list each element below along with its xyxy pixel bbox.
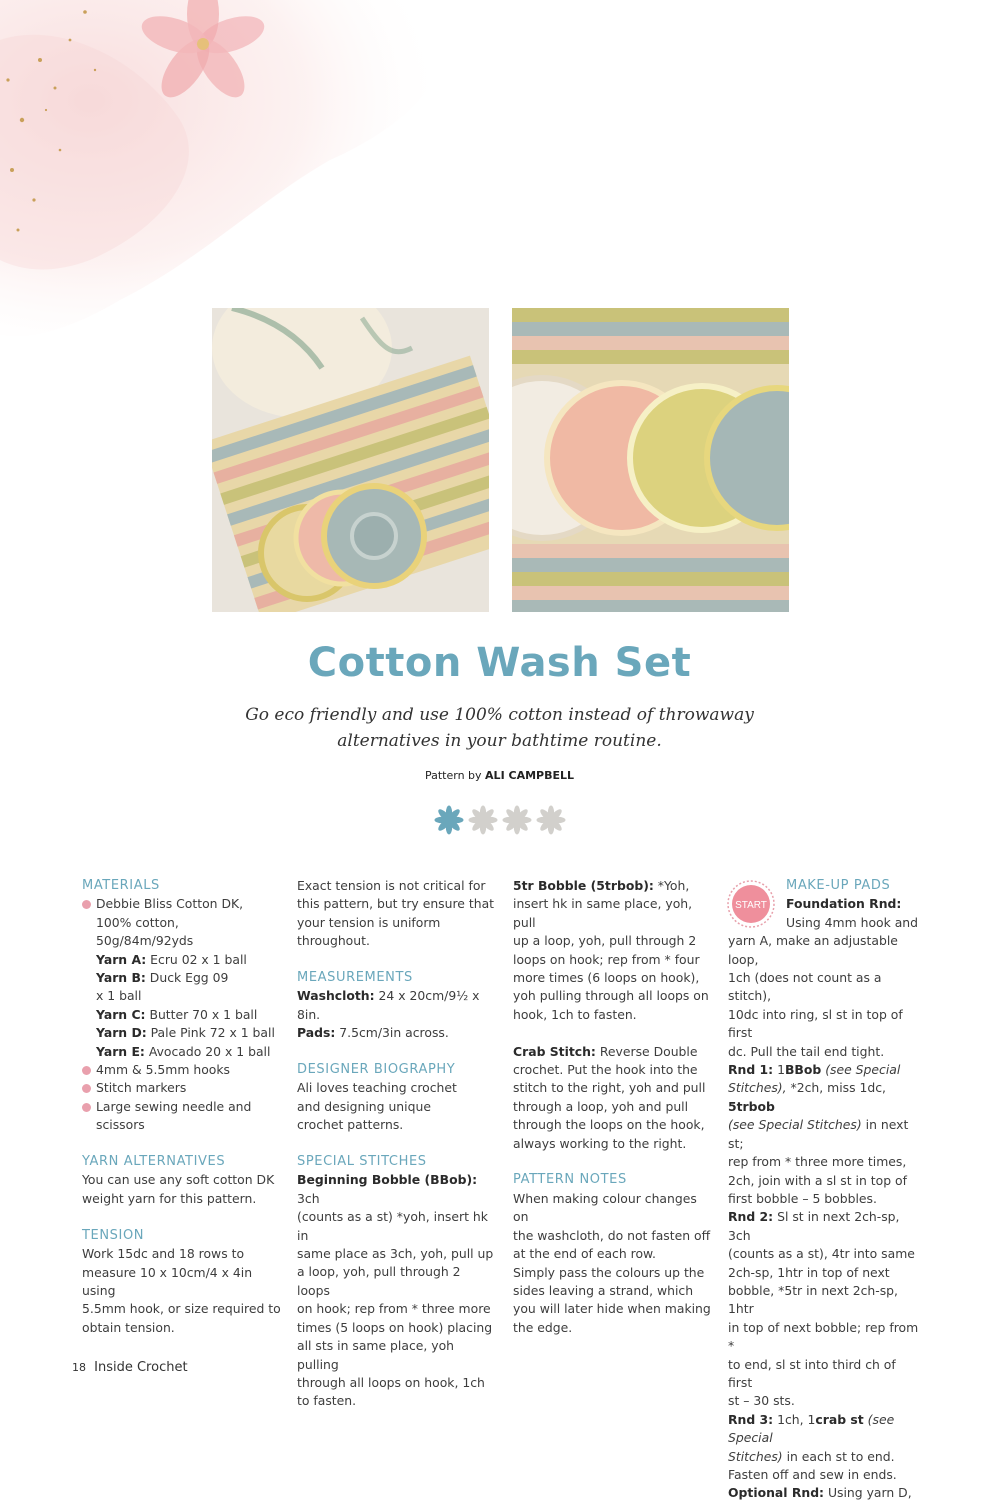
text-line: (counts as a st) *yoh, insert hk in <box>297 1209 488 1243</box>
biography-heading: DESIGNER BIOGRAPHY <box>297 1062 456 1078</box>
subtitle-line: alternatives in your bathtime routine. <box>337 731 662 751</box>
text-line: yarn A, make an adjustable loop, <box>728 933 898 967</box>
text-line: Ali loves teaching crochet <box>297 1080 457 1096</box>
column-measurements <box>297 877 497 1411</box>
makeup-heading: MAKE-UP PADS <box>786 878 891 893</box>
text-line: You can use any soft cotton DK <box>82 1172 275 1188</box>
text-line: Optional Rnd: Using yarn D, <box>728 1485 912 1501</box>
text-line: Rnd 1: 1BBob (see Special <box>728 1062 901 1078</box>
text-line: at the end of each row. <box>513 1246 656 1262</box>
byline-author: ALI CAMPBELL <box>485 769 575 782</box>
text-line: 5.5mm hook, or size required to <box>82 1301 281 1317</box>
text-line: 1ch (does not count as a stitch), <box>728 970 882 1004</box>
difficulty-star-empty-icon <box>469 806 498 835</box>
text-line: Rnd 2: Sl st in next 2ch-sp, 3ch <box>728 1209 900 1243</box>
text-line: yoh pulling through all loops on <box>513 988 709 1004</box>
text-line: through all loops on hook, 1ch <box>297 1374 485 1390</box>
pattern-notes-heading: PATTERN NOTES <box>513 1172 627 1188</box>
page-footer <box>72 1360 188 1375</box>
text-line: Simply pass the colours up the <box>513 1264 705 1280</box>
list-item <box>82 895 282 1061</box>
list-item: Large sewing needle and scissors <box>82 1098 282 1135</box>
text-line: (counts as a st), 4tr into same <box>728 1246 915 1262</box>
list-item: Stitch markers <box>82 1079 282 1097</box>
text-line: 2ch, join with a sl st in top of <box>728 1172 907 1188</box>
text-line: rep from * three more times, <box>728 1154 907 1170</box>
text-line: in top of next bobble; rep from * <box>728 1319 919 1354</box>
special-stitches-heading: SPECIAL STITCHES <box>297 1154 427 1170</box>
text-line: bobble, *5tr in next 2ch-sp, 1htr <box>728 1282 898 1317</box>
text-line: times (5 loops on hook) placing <box>297 1319 493 1335</box>
text-line: your tension is uniform <box>297 914 441 930</box>
yarn-line: Yarn C: Butter 70 x 1 ball <box>96 1006 258 1022</box>
text-line: stitch to the right, yoh and pull <box>513 1080 706 1096</box>
difficulty-star-filled-icon <box>435 806 464 835</box>
subtitle <box>200 702 799 754</box>
text-line: When making colour changes on <box>513 1190 697 1225</box>
text-line: on hook; rep from * three more <box>297 1301 491 1317</box>
text-line: through a loop, yoh and pull <box>513 1098 689 1114</box>
difficulty-star-empty-icon <box>503 806 532 835</box>
text-line: Beginning Bobble (BBob): 3ch <box>297 1172 478 1206</box>
text-line: through the loops on the hook, <box>513 1117 705 1133</box>
yarn-brand: Debbie Bliss Cotton DK, <box>96 896 244 912</box>
subtitle-line: Go eco friendly and use 100% cotton instead of throwaway <box>245 705 754 725</box>
text-line: Work 15dc and 18 rows to <box>82 1246 245 1262</box>
text-line: obtain tension. <box>82 1319 175 1335</box>
text-line: st – 30 sts. <box>728 1393 795 1409</box>
page-title: Cotton Wash Set <box>307 640 692 686</box>
page-number: 18 <box>72 1361 86 1374</box>
difficulty-rating <box>433 804 573 836</box>
yarn-weight: 50g/84m/92yds <box>96 933 194 949</box>
watercolor-header-art <box>0 0 999 360</box>
yarn-fibre: 100% cotton, <box>96 914 179 930</box>
text-line: crochet. Put the hook into the <box>513 1062 698 1078</box>
text-line: Using 4mm hook and <box>786 914 919 930</box>
list-item: 4mm & 5.5mm hooks <box>82 1061 282 1079</box>
yarn-alternatives-heading: YARN ALTERNATIVES <box>82 1154 226 1170</box>
foundation-label: Foundation Rnd: <box>786 896 902 912</box>
text-line: a loop, yoh, pull through 2 loops <box>297 1264 461 1298</box>
text-line: hook, 1ch to fasten. <box>513 1006 637 1022</box>
yarn-line: Yarn D: Pale Pink 72 x 1 ball <box>96 1025 275 1041</box>
text-line: the edge. <box>513 1319 573 1335</box>
text-line: to end, sl st into third ch of first <box>728 1356 896 1390</box>
text-line: Stitches), *2ch, miss 1dc, 5trbob <box>728 1080 886 1114</box>
text-line: first bobble – 5 bobbles. <box>728 1190 877 1206</box>
text-line: always working to the right. <box>513 1135 687 1151</box>
text-line: weight yarn for this pattern. <box>82 1190 257 1206</box>
materials-list <box>82 895 282 1134</box>
magazine-name: Inside Crochet <box>94 1360 188 1375</box>
washcloth-photo <box>212 308 489 612</box>
text-line: Stitches) in each st to end. <box>728 1448 895 1464</box>
text-line: dc. Pull the tail end tight. <box>728 1043 885 1059</box>
text-line: crochet patterns. <box>297 1117 404 1133</box>
text-line: 5tr Bobble (5trbob): *Yoh, <box>513 878 690 893</box>
yarn-line: Yarn B: Duck Egg 09 <box>96 970 229 986</box>
materials-heading: MATERIALS <box>82 878 160 893</box>
pads-size: Pads: 7.5cm/3in across. <box>297 1025 449 1041</box>
yarn-line: x 1 ball <box>96 988 142 1004</box>
text-line: loops on hook; rep from * four <box>513 951 700 967</box>
byline-prefix: Pattern by <box>424 769 482 782</box>
text-line: 10dc into ring, sl st in top of first <box>728 1006 903 1041</box>
text-line: Fasten off and sew in ends. <box>728 1467 897 1482</box>
text-line: this pattern, but try ensure that <box>297 896 495 912</box>
start-badge-label: START <box>735 900 767 911</box>
difficulty-star-empty-icon <box>537 806 566 835</box>
text-line: sides leaving a strand, which <box>513 1282 694 1298</box>
column-stitches <box>513 877 713 1337</box>
text-line: Exact tension is not critical for <box>297 878 486 893</box>
text-line: more times (6 loops on hook), <box>513 970 700 986</box>
text-line: 2ch-sp, 1htr in top of next <box>728 1264 890 1280</box>
text-line: Crab Stitch: Reverse Double <box>513 1043 698 1059</box>
text-line: the washcloth, do not fasten off <box>513 1227 711 1243</box>
tension-heading: TENSION <box>82 1227 145 1243</box>
text-line: same place as 3ch, yoh, pull up <box>297 1246 494 1262</box>
text-line: and designing unique <box>297 1098 431 1114</box>
text-line: all sts in same place, yoh pulling <box>297 1338 455 1372</box>
yarn-line: Yarn E: Avocado 20 x 1 ball <box>96 1043 271 1059</box>
pads-closeup-photo <box>512 308 789 612</box>
text-line: (see Special Stitches) in next st; <box>728 1117 909 1151</box>
text-line: insert hk in same place, yoh, pull <box>513 896 693 930</box>
measurements-heading: MEASUREMENTS <box>297 970 413 986</box>
byline <box>0 769 999 782</box>
flower-illustration <box>0 0 999 360</box>
yarn-line: Yarn A: Ecru 02 x 1 ball <box>96 951 247 967</box>
text-line: measure 10 x 10cm/4 x 4in using <box>82 1264 253 1298</box>
washcloth-size: Washcloth: 24 x 20cm/9½ x 8in. <box>297 988 480 1022</box>
text-line: you will later hide when making <box>513 1301 711 1317</box>
column-materials <box>82 877 282 1337</box>
column-makeup-pads <box>728 877 922 1503</box>
text-line: up a loop, yoh, pull through 2 <box>513 933 697 949</box>
text-line: throughout. <box>297 933 370 949</box>
text-line: Rnd 3: 1ch, 1crab st (see Special <box>728 1411 895 1446</box>
text-line: to fasten. <box>297 1393 357 1409</box>
